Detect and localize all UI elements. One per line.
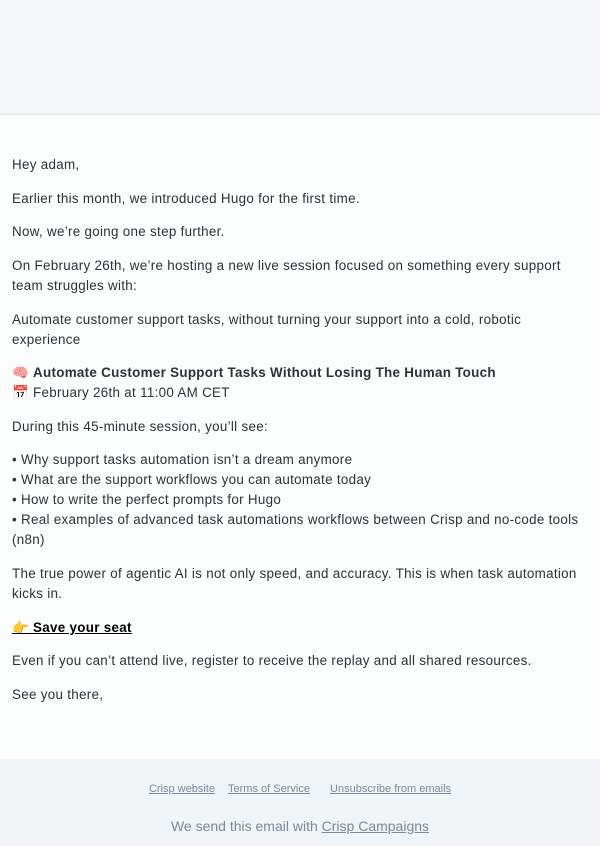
step-paragraph: Now, we’re going one step further. [12, 224, 225, 239]
save-seat-link[interactable] [12, 620, 132, 635]
unsubscribe-link[interactable]: Unsubscribe from emails [330, 783, 452, 795]
crisp-campaigns-link[interactable]: Crisp Campaigns [321, 818, 430, 834]
event-title-line [12, 363, 588, 383]
session-paragraph: On February 26th, we’re hosting a new live session focused on something every support team struggles with: [12, 258, 561, 293]
greeting: Hey adam, [12, 157, 80, 172]
calendar-icon: 📅 [12, 385, 29, 400]
footer-links [0, 783, 600, 795]
tagline-paragraph: Automate customer support tasks, without turning your support into a cold, robotic experience [12, 312, 522, 347]
list-item: • How to write the perfect prompts for Hugo [12, 492, 282, 507]
cta-line [12, 618, 588, 638]
session-intro: During this 45-minute session, you’ll see: [12, 419, 268, 434]
event-title: Automate Customer Support Tasks Without Losing The Human Touch [33, 365, 496, 380]
event-date-line [12, 383, 588, 403]
intro-paragraph: Earlier this month, we introduced Hugo for the first time. [12, 191, 360, 206]
list-item: • Real examples of advanced task automations workflows between Crisp and no-code tools (n8n) [12, 512, 579, 547]
footer-note-text: We send this email with [170, 818, 318, 834]
bullet-list [12, 450, 588, 550]
event-date: February 26th at 11:00 AM CET [33, 385, 230, 400]
brain-icon: 🧠 [12, 365, 29, 380]
terms-of-service-link[interactable]: Terms of Service [228, 783, 310, 795]
list-item: • What are the support workflows you can automate today [12, 472, 372, 487]
signoff: See you there, [12, 687, 104, 702]
pointing-hand-icon: 👉 [12, 620, 29, 635]
save-seat-label: Save your seat [33, 620, 132, 635]
email-footer [0, 759, 600, 846]
footer-note [0, 818, 600, 834]
replay-paragraph: Even if you can’t attend live, register to receive the replay and all shared resources. [12, 653, 532, 668]
crisp-website-link[interactable]: Crisp website [148, 783, 215, 795]
power-paragraph: The true power of agentic AI is not only speed, and accuracy. This is when task automation kicks in. [12, 566, 577, 601]
email-header-band [0, 0, 600, 115]
list-item: • Why support tasks automation isn’t a dream anymore [12, 452, 353, 467]
